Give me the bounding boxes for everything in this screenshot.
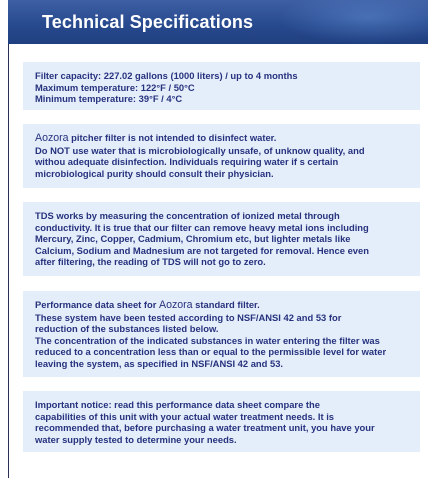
tds-line: conductivity. It is true that our filter can remove heavy metal ions including: [35, 221, 369, 233]
max-temperature-line: Maximum temperature: 122°F / 50°C: [35, 81, 195, 93]
notice-line: Important notice: read this performance data sheet compare the: [35, 399, 320, 410]
brand-name: Aozora: [159, 299, 193, 311]
disinfection-line: withou adequate disinfection. Individuals requiring water if s certain: [35, 156, 339, 168]
tds-line: Mercury, Zinc, Copper, Cadmium, Chromium etc, but lighter metals like: [35, 233, 351, 245]
performance-line: These system have been tested according to NSF/ANSI 42 and 53 for: [35, 311, 342, 323]
tds-explanation-panel: [23, 202, 420, 276]
tds-line: TDS works by measuring the concentration of ionized metal through: [35, 210, 340, 221]
disinfection-intro-line: [35, 132, 410, 145]
performance-line: The concentration of the indicated substances in water entering the filter was: [35, 334, 380, 346]
left-border-rule: [8, 0, 9, 478]
notice-line: capabilities of this unit with your actual water treatment needs. It is: [35, 410, 335, 422]
performance-data-panel: [23, 291, 420, 377]
performance-heading-suffix: standard filter.: [192, 299, 260, 310]
tds-line: after filtering, the reading of TDS will not go to zero.: [35, 256, 266, 268]
disinfection-line: microbiological purity should consult their physician.: [35, 167, 274, 179]
performance-heading-prefix: Performance data sheet for: [35, 299, 159, 310]
header-glow: [278, 0, 428, 44]
disinfection-intro-text: pitcher filter is not intended to disinfect water.: [68, 132, 277, 143]
capacity-panel: [23, 62, 420, 110]
performance-heading-line: [35, 299, 410, 312]
notice-line: water supply tested to determine your needs.: [35, 433, 237, 445]
notice-line: recommended that, before purchasing a water treatment unit, you have your: [35, 422, 375, 434]
disinfection-warning-panel: [23, 124, 420, 188]
important-notice-panel: [23, 391, 420, 452]
brand-name: Aozora: [35, 132, 69, 144]
tds-line: Calcium, Sodium and Madnesium are not targeted for removal. Hence even: [35, 244, 369, 256]
min-temperature-line: Minimum temperature: 39°F / 4°C: [35, 93, 183, 105]
capacity-line: Filter capacity: 227.02 gallons (1000 liters) / up to 4 months: [35, 70, 298, 81]
performance-line: reduced to a concentration less than or equal to the permissible level for water: [35, 346, 387, 358]
performance-line: leaving the system, as specified in NSF/ANSI 42 and 53.: [35, 357, 284, 369]
page-title: Technical Specifications: [42, 12, 254, 32]
performance-line: reduction of the substances listed below.: [35, 323, 219, 335]
specifications-header-bar: [8, 0, 428, 44]
disinfection-line: Do NOT use water that is microbiologically unsafe, of unknow quality, and: [35, 144, 365, 156]
